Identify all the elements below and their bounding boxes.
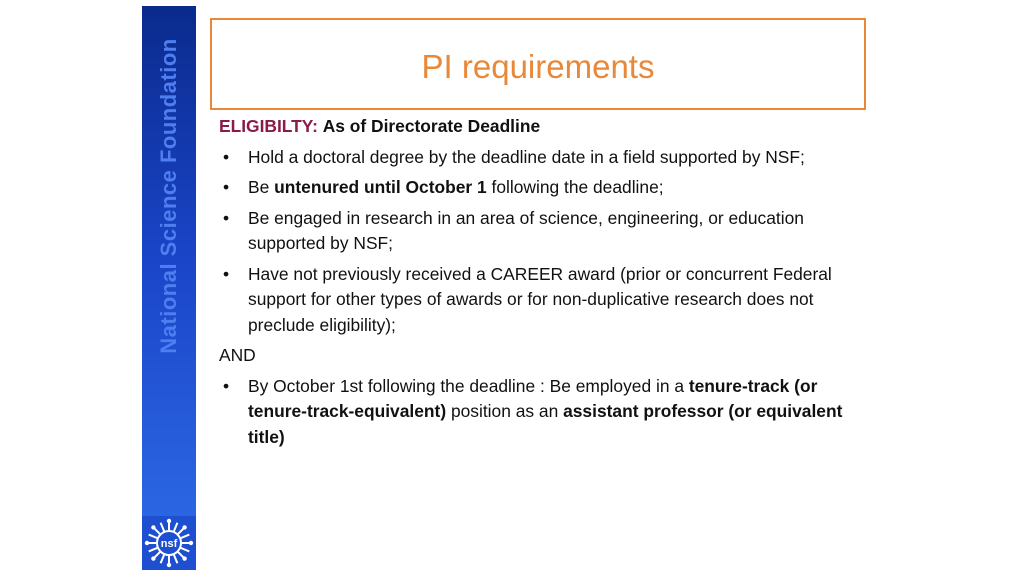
nsf-logo-text: nsf [160, 538, 178, 550]
eligibility-label: ELIGIBILTY: [219, 116, 318, 136]
bullet-icon: • [223, 207, 230, 228]
nsf-logo-graphic [142, 516, 196, 570]
title-box [210, 18, 866, 110]
eligibility-heading [219, 114, 859, 140]
org-name-vertical: National Science Foundation [156, 38, 181, 354]
requirement-research-engagement [219, 206, 859, 257]
requirement-no-prior-career [219, 262, 859, 339]
and-connector: AND [219, 345, 256, 365]
bullet-icon: • [223, 146, 230, 167]
bullet-icon: • [223, 177, 230, 197]
bullet-text: Hold a doctoral degree by the deadline date in a field supported by NSF; [248, 146, 805, 167]
bullet-text-part: following the deadline; [486, 177, 664, 197]
requirement-doctoral-degree [219, 145, 859, 171]
bullet-text-emphasis: tenure-track (or tenure-track-equivalent) [248, 375, 818, 421]
requirement-untenured [219, 175, 859, 201]
page-title: PI requirements [421, 48, 655, 85]
bullet-text: Have not previously received a CAREER award (prior or concurrent Federal support for other types of awards or for non-duplicative research does not preclude eligibility); [248, 263, 832, 335]
slide-content [219, 114, 859, 455]
bullet-text-part: position as an [446, 401, 564, 421]
requirement-tenure-track-employment [219, 374, 859, 451]
nsf-logo [142, 516, 196, 570]
bullet-text-part: By October 1st following the deadline : Be employed in a [248, 375, 689, 396]
bullet-text-emphasis: assistant professor (or equivalent title) [248, 401, 843, 447]
bullet-icon: • [223, 375, 230, 396]
eligibility-subheading: As of Directorate Deadline [322, 116, 541, 136]
bullet-text-part: Be [248, 177, 275, 197]
bullet-text: Be engaged in research in an area of science, engineering, or education supported by NSF; [248, 207, 804, 253]
bullet-icon: • [223, 263, 230, 284]
nsf-side-bar [142, 6, 196, 570]
bullet-text-emphasis: untenured until October 1 [274, 177, 487, 197]
